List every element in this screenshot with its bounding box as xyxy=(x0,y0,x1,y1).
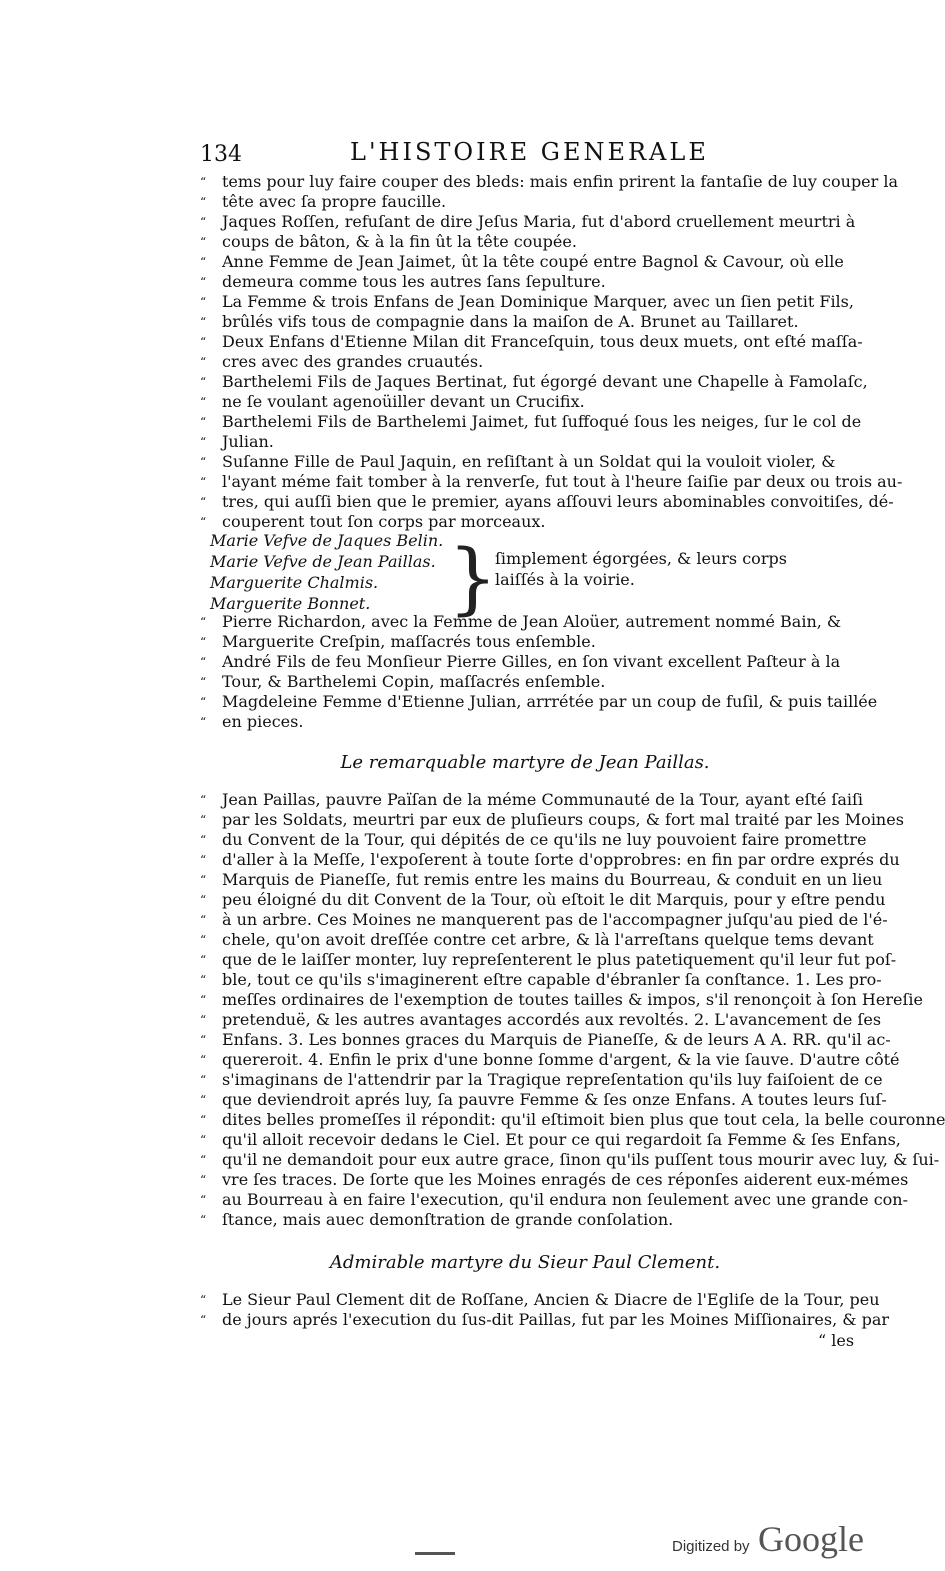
quote-mark: “ xyxy=(200,893,207,907)
quote-mark: “ xyxy=(200,833,207,847)
google-logo: Google xyxy=(758,1519,864,1559)
text-line: “ André Fils de feu Monſieur Pierre Gilles, en ſon vivant excellent Paſteur à la xyxy=(200,652,841,671)
text-line: “ pretenduë, & les autres avantages accordés aux revoltés. 2. L'avancement de ſes xyxy=(200,1010,882,1029)
list-item: Marguerite Chalmis. xyxy=(210,573,379,592)
quote-mark: “ xyxy=(200,1153,207,1167)
quote-mark: “ xyxy=(200,635,207,649)
brace-icon: } xyxy=(448,534,498,624)
text-line: “ ne ſe voulant agenoüiller devant un Crucifix. xyxy=(200,392,585,411)
text-line: “ Jaques Roſſen, refuſant de dire Jeſus Maria, fut d'abord cruellement meurtri à xyxy=(200,212,856,231)
text-line: “ l'ayant méme fait tomber à la renverſe, fut tout à l'heure ſaiſie par deux ou trois au- xyxy=(200,472,903,491)
text-line: “ brûlés vifs tous de compagnie dans la maiſon de A. Brunet au Taillaret. xyxy=(200,312,799,331)
quote-mark: “ xyxy=(200,255,207,269)
quote-mark: “ xyxy=(200,1133,207,1147)
text-line: “ que deviendroit aprés luy, ſa pauvre Femme & ſes onze Enfans. A toutes leurs ſuſ- xyxy=(200,1090,887,1109)
quote-mark: “ xyxy=(200,913,207,927)
quote-mark: “ xyxy=(200,1053,207,1067)
quote-mark: “ xyxy=(200,715,207,729)
digitized-by-google xyxy=(672,1518,864,1560)
quote-mark: “ xyxy=(200,695,207,709)
text-line: “ Suſanne Fille de Paul Jaquin, en reſiſtant à un Soldat qui la vouloit violer, & xyxy=(200,452,836,471)
quote-mark: “ xyxy=(200,1073,207,1087)
list-item: Marie Vefve de Jean Paillas. xyxy=(210,552,436,571)
section-heading-clement: Admirable martyre du Sieur Paul Clement. xyxy=(329,1252,721,1273)
text-line: “ vre ſes traces. De ſorte que les Moines enragés de ces réponſes aiderent eux-mémes xyxy=(200,1170,909,1189)
quote-mark: “ xyxy=(200,295,207,309)
text-line: “ à un arbre. Ces Moines ne manquerent pas de l'accompagner juſqu'au pied de l'é- xyxy=(200,910,888,929)
text-line: “ quereroit. 4. Enfin le prix d'une bonne ſomme d'argent, & la vie ſauve. D'autre côté xyxy=(200,1050,900,1069)
text-line: “ en pieces. xyxy=(200,712,304,731)
text-line: “ qu'il alloit recevoir dedans le Ciel. Et pour ce qui regardoit ſa Femme & ſes Enfans, xyxy=(200,1130,901,1149)
text-line: “ couperent tout ſon corps par morceaux. xyxy=(200,512,546,531)
text-block-1 xyxy=(200,172,903,532)
page-header xyxy=(200,138,860,166)
quote-mark: “ xyxy=(200,415,207,429)
text-line: “ Marquis de Pianeſſe, fut remis entre les mains du Bourreau, & conduit en un lieu xyxy=(200,870,883,889)
text-line: “ La Femme & trois Enfans de Jean Dominique Marquer, avec un ſien petit Fils, xyxy=(200,292,854,311)
quote-mark: “ xyxy=(200,615,207,629)
text-line: “ Deux Enfans d'Etienne Milan dit Franceſquin, tous deux muets, ont eſté maſſa- xyxy=(200,332,863,351)
text-line: “ coups de bâton, & à la fin ût la tête coupée. xyxy=(200,232,577,251)
text-line: “ du Convent de la Tour, qui dépités de ce qu'ils ne luy pouvoient faire promettre xyxy=(200,830,867,849)
quote-mark: “ xyxy=(200,813,207,827)
text-line: “ que de le laiſſer monter, luy repreſenterent le plus patetiquement qu'il leur fut poſ- xyxy=(200,950,897,969)
quote-mark: “ xyxy=(200,355,207,369)
text-line: “ peu éloigné du dit Convent de la Tour, où eſtoit le dit Marquis, pour y eſtre pendu xyxy=(200,890,886,909)
quote-mark: “ xyxy=(200,1013,207,1027)
list-note: ſimplement égorgées, & leurs corps laiſſés à la voirie. xyxy=(495,549,787,589)
text-line: “ demeura comme tous les autres ſans ſepulture. xyxy=(200,272,606,291)
quote-mark: “ xyxy=(200,873,207,887)
quote-mark: “ xyxy=(200,435,207,449)
quote-mark: “ xyxy=(200,1193,207,1207)
text-line: “ Barthelemi Fils de Barthelemi Jaimet, fut ſuffoqué ſous les neiges, ſur le col de xyxy=(200,412,862,431)
quote-mark: “ xyxy=(200,335,207,349)
quote-mark: “ xyxy=(200,953,207,967)
text-block-4 xyxy=(200,1290,890,1330)
text-line: “ Marguerite Creſpin, maſſacrés tous enſemble. xyxy=(200,632,596,651)
digitized-label: Digitized by xyxy=(672,1538,750,1555)
text-line: “ d'aller à la Meſſe, l'expoſerent à toute ſorte d'opprobres: en fin par ordre exprés du xyxy=(200,850,900,869)
quote-mark: “ xyxy=(200,455,207,469)
quote-mark: “ xyxy=(200,655,207,669)
quote-mark: “ xyxy=(200,1293,207,1307)
quote-mark: “ xyxy=(200,395,207,409)
quote-mark: “ xyxy=(200,375,207,389)
text-line: “ Barthelemi Fils de Jaques Bertinat, fut égorgé devant une Chapelle à Famolaſc, xyxy=(200,372,868,391)
text-line: “ Le Sieur Paul Clement dit de Roſſane, Ancien & Diacre de l'Egliſe de la Tour, peu xyxy=(200,1290,880,1309)
quote-mark: “ xyxy=(200,853,207,867)
text-line: “ Enfans. 3. Les bonnes graces du Marquis de Pianeſſe, & de leurs A A. RR. qu'il ac- xyxy=(200,1030,891,1049)
quote-mark: “ xyxy=(200,1093,207,1107)
text-block-2 xyxy=(200,612,878,732)
running-title: L'HISTOIRE GENERALE xyxy=(350,138,709,166)
text-line: “ Tour, & Barthelemi Copin, maſſacrés enſemble. xyxy=(200,672,606,691)
quote-mark: “ xyxy=(200,973,207,987)
quote-mark: “ xyxy=(200,1313,207,1327)
page-number: 134 xyxy=(200,142,242,167)
text-line: “ qu'il ne demandoit pour eux autre grace, ſinon qu'ils puſſent tous mourir avec luy, & ſui- xyxy=(200,1150,940,1169)
quote-mark: “ xyxy=(200,793,207,807)
text-line: “ s'imaginans de l'attendrir par la Tragique repreſentation qu'ils luy faiſoient de ce xyxy=(200,1070,883,1089)
quote-mark: “ xyxy=(200,195,207,209)
text-line: “ au Bourreau à en faire l'execution, qu'il endura non ſeulement avec une grande con- xyxy=(200,1190,909,1209)
quote-mark: “ xyxy=(200,933,207,947)
list-item: Marie Vefve de Jaques Belin. xyxy=(210,531,444,550)
quote-mark: “ xyxy=(200,1113,207,1127)
page-mark xyxy=(415,1552,455,1555)
text-line: “ tête avec ſa propre faucille. xyxy=(200,192,447,211)
quote-mark: “ xyxy=(200,993,207,1007)
text-line: “ Magdeleine Femme d'Etienne Julian, arrrétée par un coup de fuſil, & puis taillée xyxy=(200,692,878,711)
quote-mark: “ xyxy=(200,1213,207,1227)
text-block-3 xyxy=(200,790,945,1230)
quote-mark: “ xyxy=(200,1033,207,1047)
catchword: “ les xyxy=(818,1331,855,1350)
text-line: “ chele, qu'on avoit dreſſée contre cet arbre, & là l'arreſtans quelque tems devant xyxy=(200,930,874,949)
text-line: “ dites belles promeſſes il répondit: qu'il eſtimoit bien plus que tout cela, la belle couronne xyxy=(200,1110,945,1129)
text-line: “ ſtance, mais auec demonſtration de grande conſolation. xyxy=(200,1210,674,1229)
list-item: Marguerite Bonnet. xyxy=(210,594,371,613)
section-heading-paillas: Le remarquable martyre de Jean Paillas. xyxy=(340,752,710,773)
text-line: “ Jean Paillas, pauvre Païſan de la méme Communauté de la Tour, ayant eſté ſaiſi xyxy=(200,790,864,809)
quote-mark: “ xyxy=(200,175,207,189)
quote-mark: “ xyxy=(200,495,207,509)
text-line: “ meſſes ordinaires de l'exemption de toutes tailles & impos, s'il renonçoit à ſon Hereſie xyxy=(200,990,923,1009)
quote-mark: “ xyxy=(200,1173,207,1187)
quote-mark: “ xyxy=(200,275,207,289)
text-line: “ par les Soldats, meurtri par eux de pluſieurs coups, & fort mal traité par les Moines xyxy=(200,810,904,829)
quote-mark: “ xyxy=(200,475,207,489)
quote-mark: “ xyxy=(200,215,207,229)
text-line: “ tems pour luy faire couper des bleds: mais enfin prirent la fantaſie de luy couper la xyxy=(200,172,899,191)
quote-mark: “ xyxy=(200,315,207,329)
text-line: “ de jours aprés l'execution du ſus-dit Paillas, fut par les Moines Miſſionaires, & par xyxy=(200,1310,890,1329)
quote-mark: “ xyxy=(200,515,207,529)
text-line: “ Julian. xyxy=(200,432,274,451)
quote-mark: “ xyxy=(200,675,207,689)
text-line: “ cres avec des grandes cruautés. xyxy=(200,352,484,371)
text-line: “ Anne Femme de Jean Jaimet, ût la tête coupé entre Bagnol & Cavour, où elle xyxy=(200,252,844,271)
text-line: “ Pierre Richardon, avec la Femme de Jean Aloüer, autrement nommé Bain, & xyxy=(200,612,842,631)
text-line: “ ble, tout ce qu'ils s'imaginerent eſtre capable d'ébranler ſa conſtance. 1. Les pro- xyxy=(200,970,882,989)
quote-mark: “ xyxy=(200,235,207,249)
text-line: “ tres, qui auſſi bien que le premier, ayans aſſouvi leurs abominables convoitiſes, dé- xyxy=(200,492,894,511)
